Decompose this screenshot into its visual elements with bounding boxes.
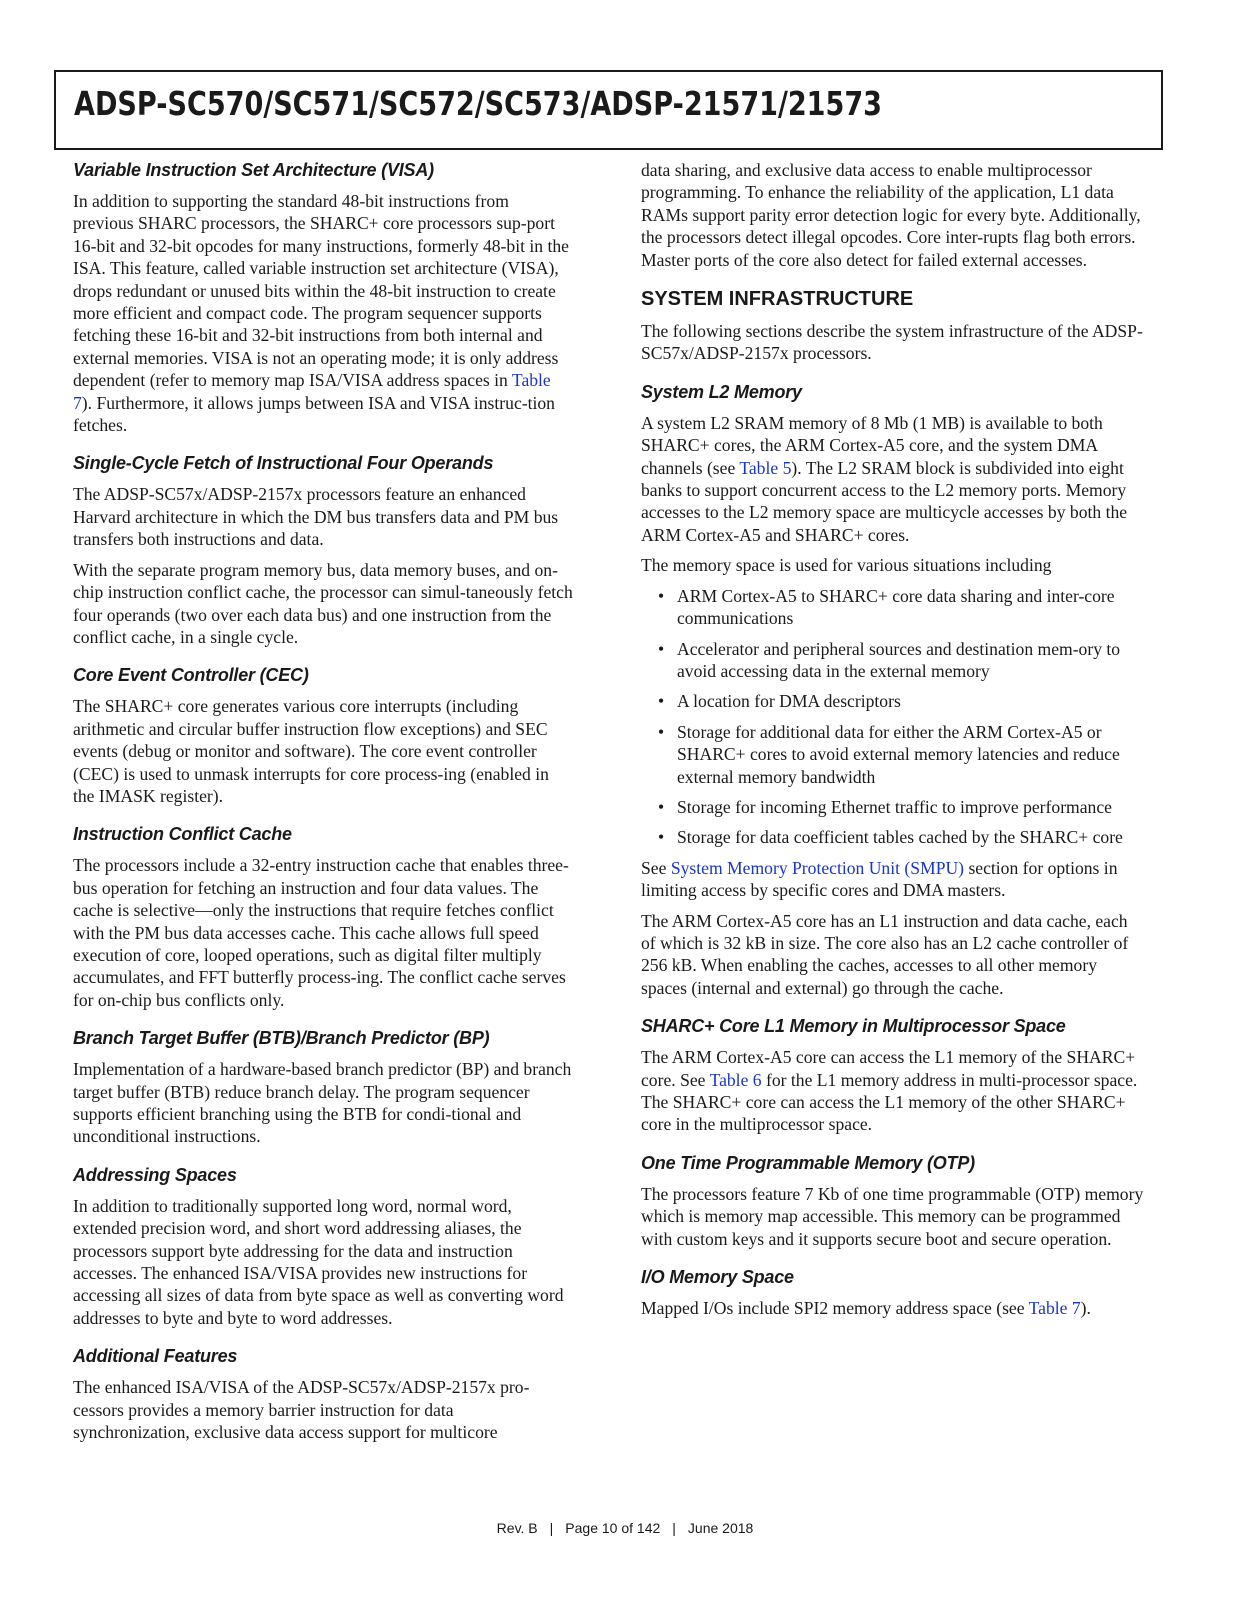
list-item: • Accelerator and peripheral sources and destination mem-ory to avoid accessing data in the external memory	[677, 638, 1146, 683]
heading-system-l2-memory: System L2 Memory	[641, 381, 802, 402]
text-run: Mapped I/Os include SPI2 memory address space (see	[641, 1298, 1029, 1319]
paragraph-additional: The enhanced ISA/VISA of the ADSP-SC57x/ADSP-2157x pro-cessors provides a memory barrier instruction for data synchronization, exclusive data access support for multicore	[73, 1377, 530, 1443]
left-column	[73, 159, 573, 1451]
text-run: ).	[1080, 1298, 1091, 1319]
text-run: ). The L2 SRAM block is subdivided into eight banks to support concurrent access to the L2 memory ports. Memory accesses to the L2 memory space are multicycle accesses by both the ARM Cortex-A5 and SHARC+ cores.	[641, 457, 1128, 545]
list-item: • A location for DMA descriptors	[677, 690, 1146, 712]
paragraph-continued: data sharing, and exclusive data access to enable multiprocessor programming. To enhance the reliability of the application, L1 data RAMs support parity error detection logic for every byte. Additionally, the processors detect illegal opcodes. Core inter-rupts flag both errors. Master ports of the core also detect for failed external accesses.	[641, 160, 1141, 270]
page-footer	[0, 1520, 1250, 1536]
text-run: See	[641, 857, 671, 878]
text-run: ). Furthermore, it allows jumps between ISA and VISA instruc-tion fetches.	[73, 392, 555, 436]
paragraph-l1mp	[641, 1046, 1146, 1136]
paragraph-l2-1	[641, 412, 1146, 546]
text-run: The ARM Cortex-A5 core can access the L1 memory of the SHARC+ core. See	[641, 1047, 1136, 1090]
link-smpu[interactable]: System Memory Protection Unit (SMPU)	[670, 857, 965, 878]
footer-separator: |	[549, 1520, 554, 1536]
footer-separator: |	[672, 1520, 676, 1536]
heading-l1-multiprocessor: SHARC+ Core L1 Memory in Multiprocessor Space	[641, 1016, 1066, 1037]
heading-additional-features: Additional Features	[73, 1346, 238, 1367]
publication-date: June 2018	[687, 1520, 754, 1536]
paragraph-fetch-1: The ADSP-SC57x/ADSP-2157x processors feature an enhanced Harvard architecture in which the DM bus transfers data and PM bus transfers both instructions and data.	[73, 484, 559, 550]
bullet-list	[641, 585, 1146, 849]
link-table-5[interactable]: Table 5	[739, 457, 792, 478]
paragraph-addressing: In addition to traditionally supported long word, normal word, extended precision word, and short word addressing aliases, the processors support byte addressing for the data and instruction accesses. The enhanced ISA/VISA provides new instructions for accessing all sizes of data from byte space as well as converting word addresses to byte and byte to word addresses.	[73, 1195, 564, 1328]
link-table-6[interactable]: Table 6	[709, 1069, 762, 1090]
paragraph-sysinfra: The following sections describe the system infrastructure of the ADSP-SC57x/ADSP-2157x processors.	[641, 321, 1143, 364]
right-column	[641, 159, 1146, 1327]
heading-instruction-conflict-cache: Instruction Conflict Cache	[73, 824, 292, 845]
paragraph-l2-3	[641, 857, 1146, 902]
text-run: for the L1 memory address in multi-processor space. The SHARC+ core can access the L1 memory of the other SHARC+ core in the multiprocessor space.	[641, 1069, 1138, 1135]
heading-system-infrastructure: SYSTEM INFRASTRUCTURE	[641, 288, 914, 311]
paragraph-l2-4: The ARM Cortex-A5 core has an L1 instruction and data cache, each of which is 32 kB in size. The core also has an L2 cache controller of 256 kB. When enabling the caches, accesses to all other memory spaces (internal and external) go through the cache.	[641, 910, 1129, 998]
text-run: A system L2 SRAM memory of 8 Mb (1 MB) is available to both SHARC+ cores, the ARM Cortex-A5 core, and the system DMA channels (see	[641, 412, 1103, 478]
paragraph-l2-2: The memory space is used for various situations including	[641, 555, 1052, 576]
paragraph-cec: The SHARC+ core generates various core interrupts (including arithmetic and circular buffer instruction flow exceptions) and SEC events (debug or monitor and software). The core event controller (CEC) is used to unmask interrupts for core process-ing (enabled in the IMASK register).	[73, 696, 549, 806]
heading-btb: Branch Target Buffer (BTB)/Branch Predictor (BP)	[73, 1028, 490, 1049]
paragraph-btb: Implementation of a hardware-based branch predictor (BP) and branch target buffer (BTB) reduce branch delay. The program sequencer supports efficient branching using the BTB for condi-tional and unconditional instructions.	[73, 1059, 572, 1147]
heading-cec: Core Event Controller (CEC)	[73, 665, 309, 686]
paragraph-otp: The processors feature 7 Kb of one time programmable (OTP) memory which is memory map accessible. This memory can be programmed with custom keys and it supports secure boot and secure operation.	[641, 1183, 1144, 1249]
text-run: section for options in limiting access by specific cores and DMA masters.	[641, 857, 1118, 901]
text-run: In addition to supporting the standard 48-bit instructions from previous SHARC processors, the SHARC+ core processors sup-port 16-bit and 32-bit opcodes for many instructions, formerly 48-bit in the ISA. This feature, called variable instruction set architecture (VISA), drops redundant or unused bits within the 48-bit instruction to create more efficient and compact code. The program sequencer supports fetching these 16-bit and 32-bit instructions from both internal and external memories. VISA is not an operating mode; it is only address dependent (refer to memory map ISA/VISA address spaces in	[73, 191, 569, 391]
list-item: • Storage for data coefficient tables cached by the SHARC+ core	[677, 826, 1146, 848]
list-item: • Storage for additional data for either the ARM Cortex-A5 or SHARC+ cores to avoid external memory latencies and reduce external memory bandwidth	[677, 721, 1146, 788]
page-header	[54, 70, 1163, 150]
page-number: Page 10 of 142	[565, 1520, 661, 1536]
paragraph-io	[641, 1297, 1146, 1319]
heading-io-memory-space: I/O Memory Space	[641, 1267, 794, 1288]
paragraph-visa	[73, 190, 573, 436]
link-table-7[interactable]: Table 7	[1028, 1298, 1081, 1319]
paragraph-fetch-2: With the separate program memory bus, data memory buses, and on-chip instruction conflict cache, the processor can simul-taneously fetch four operands (two over each data bus) and one instruction from the conflict cache, in a single cycle.	[73, 559, 573, 647]
revision-label: Rev. B	[496, 1520, 538, 1536]
list-item: • ARM Cortex-A5 to SHARC+ core data sharing and inter-core communications	[677, 585, 1146, 630]
list-item: • Storage for incoming Ethernet traffic to improve performance	[677, 796, 1146, 818]
paragraph-icc: The processors include a 32-entry instruction cache that enables three-bus operation for fetching an instruction and four data values. The cache is selective—only the instructions that require fetches conflict with the PM bus data accesses cache. This cache allows full speed execution of core, looped operations, such as digital filter multiply accumulates, and FFT butterfly process-ing. The conflict cache serves for on-chip bus conflicts only.	[73, 855, 569, 1010]
heading-addressing-spaces: Addressing Spaces	[73, 1164, 237, 1185]
document-title: ADSP-SC570/SC571/SC572/SC573/ADSP-21571/21573	[74, 84, 882, 123]
heading-single-cycle-fetch: Single-Cycle Fetch of Instructional Four Operands	[73, 453, 494, 474]
heading-otp: One Time Programmable Memory (OTP)	[641, 1152, 975, 1173]
link-table-7[interactable]: Table 7	[73, 370, 551, 413]
heading-visa: Variable Instruction Set Architecture (VISA)	[73, 160, 434, 180]
